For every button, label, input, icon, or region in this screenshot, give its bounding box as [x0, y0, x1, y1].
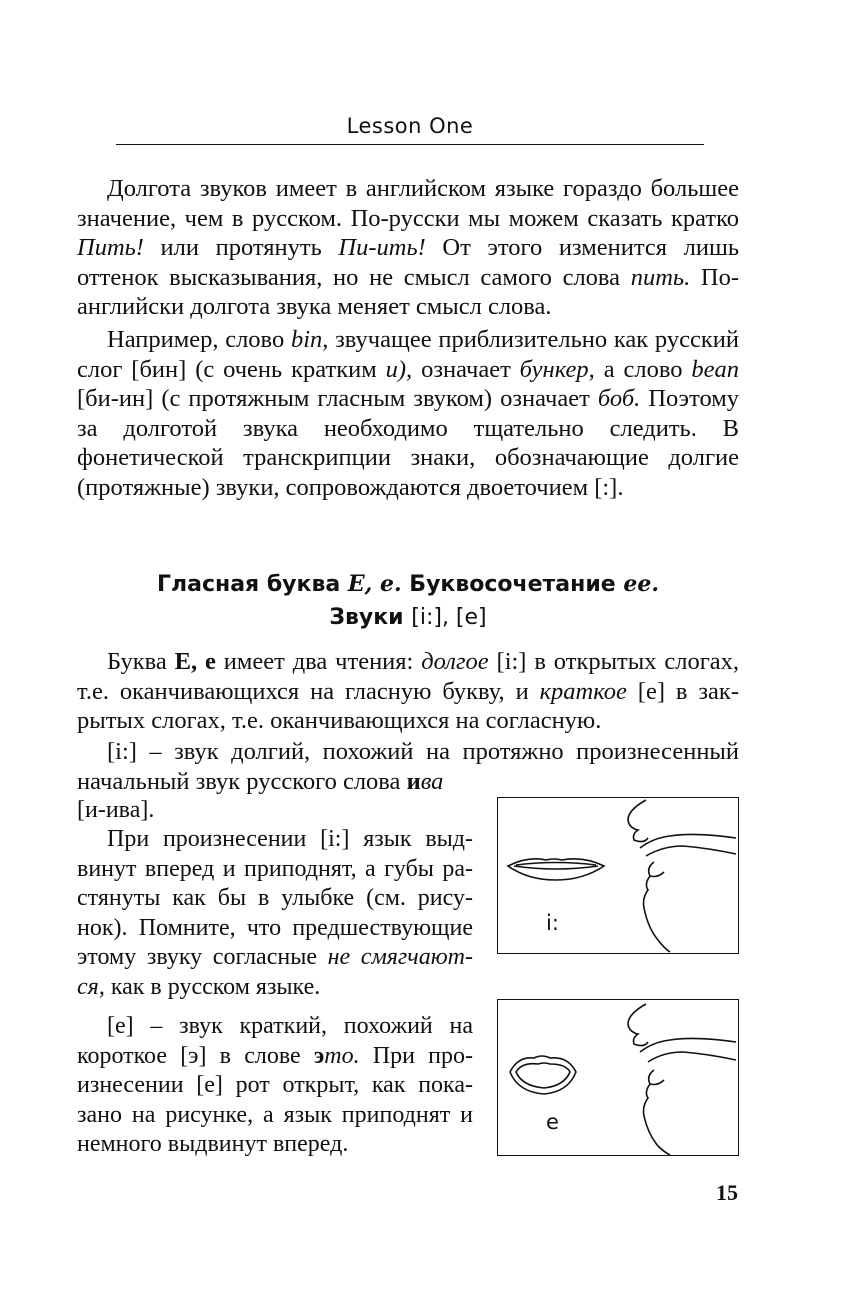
- p4-bold-1: и: [406, 767, 421, 795]
- page-number: 15: [716, 1180, 738, 1205]
- heading-letter: E, e.: [347, 571, 402, 597]
- p6-bold-1: э: [313, 1042, 325, 1069]
- p1-text-3: От этого изменится лишь оттенок высказывания, но не смысл самого слова: [77, 234, 739, 291]
- heading-line-2: [77, 601, 739, 634]
- heading-line-1: [77, 568, 739, 601]
- articulation-i-illustration: [498, 798, 738, 953]
- p2-text-3: означает: [412, 355, 520, 383]
- p6-italic-1: то.: [324, 1042, 360, 1069]
- p3-text-4: [e] в закрытых слогах, т.е. оканчивающихся на согласную.: [77, 677, 740, 735]
- p1-italic-3: пить.: [630, 263, 691, 291]
- p3-text-1: Буква: [107, 648, 175, 675]
- heading-sounds: [i:], [e]: [411, 605, 487, 630]
- heading-text-c: Буквосочетание: [401, 572, 624, 597]
- p2-italic-3: бункер,: [519, 355, 595, 383]
- p4-text-1: [i:] – звук долгий, похожий на протяжно произнесенный начальный звук русского слова: [77, 738, 739, 795]
- p3-bold-1: E, e: [174, 648, 216, 675]
- p1-italic-1: Пить!: [77, 234, 144, 262]
- figure-articulation-i: [497, 797, 739, 954]
- p4-text-2: [и-ива].: [77, 797, 155, 823]
- p4-continuation: [77, 796, 154, 826]
- paragraph-vowel-length: [77, 174, 739, 322]
- running-header: [116, 114, 704, 145]
- p1-text-1: Долгота звуков имеет в английском языке гораздо большее значение, чем в русском. По-русски мы можем сказать кратко: [77, 175, 739, 232]
- p1-text-2: или протянуть: [143, 234, 339, 262]
- p2-italic-2: и),: [385, 355, 413, 383]
- p3-text-3: [i:] в открытых слогах, т.е. оканчивающихся на гласную букву, и: [77, 648, 740, 705]
- articulation-e-illustration: [498, 1000, 738, 1155]
- p6-text-2: При произнесении [e] рот открыт, как показано на рисунке, а язык приподнят и немного выдвинут вперед.: [77, 1042, 473, 1158]
- p3-italic-2: краткое: [539, 677, 627, 705]
- paragraph-example-bin-bean: [77, 325, 739, 503]
- p5-text-2: , как в русском языке.: [98, 973, 321, 1000]
- p1-italic-2: Пи-ить!: [338, 234, 426, 262]
- p1-text-4: По-английски долгота звука меняет смысл слова.: [77, 263, 739, 321]
- p2-italic-4: bean: [691, 355, 739, 383]
- p2-text-2: , звучащее приблизительно как русский слог [бин] (с очень кратким: [77, 326, 739, 383]
- p2-text-6: Поэтому за долготой звука необходимо тщательно следить. В фонетической транскрипции знаки, обозначающие долгие (протяжные) звуки, сопровождаются двоеточием [:].: [77, 385, 739, 501]
- heading-letter-combo: ee.: [623, 571, 660, 597]
- p5-italic-1: не смягчаются: [77, 944, 473, 1000]
- p2-italic-1: bin: [290, 326, 323, 353]
- p6-text-1: [e] – звук краткий, похожий на короткое [э] в слове: [77, 1013, 473, 1069]
- section-heading: [77, 568, 739, 634]
- heading-sounds-label: Звуки: [329, 605, 412, 630]
- paragraph-sound-e: [77, 1012, 473, 1160]
- p4-italic-1: ва: [420, 767, 444, 795]
- heading-text-a: Гласная буква: [156, 572, 348, 597]
- paragraph-sound-i-long: [77, 737, 739, 796]
- paragraph-letter-e: [77, 647, 739, 736]
- p3-text-2: имеет два чтения:: [215, 648, 422, 675]
- p2-italic-5: боб.: [597, 385, 641, 413]
- p3-italic-1: долгое: [421, 648, 489, 675]
- p2-text-5: [би-ин] (с протяжным гласным звуком) означает: [77, 385, 598, 413]
- figure-label-i: i:: [546, 911, 559, 935]
- paragraph-pronounce-i: [77, 825, 473, 1003]
- figure-label-e: e: [546, 1110, 559, 1134]
- header-title: Lesson One: [346, 114, 474, 138]
- p5-text-1: При произнесении [i:] язык выдвинут вперед и приподнят, а губы растянуты как бы в улыбке (см. рисунок). Помните, что предшествующие этому звуку согласные: [77, 826, 473, 971]
- p2-text-1: Например, слово: [107, 326, 291, 353]
- figure-articulation-e: [497, 999, 739, 1156]
- p2-text-4: а слово: [594, 355, 692, 383]
